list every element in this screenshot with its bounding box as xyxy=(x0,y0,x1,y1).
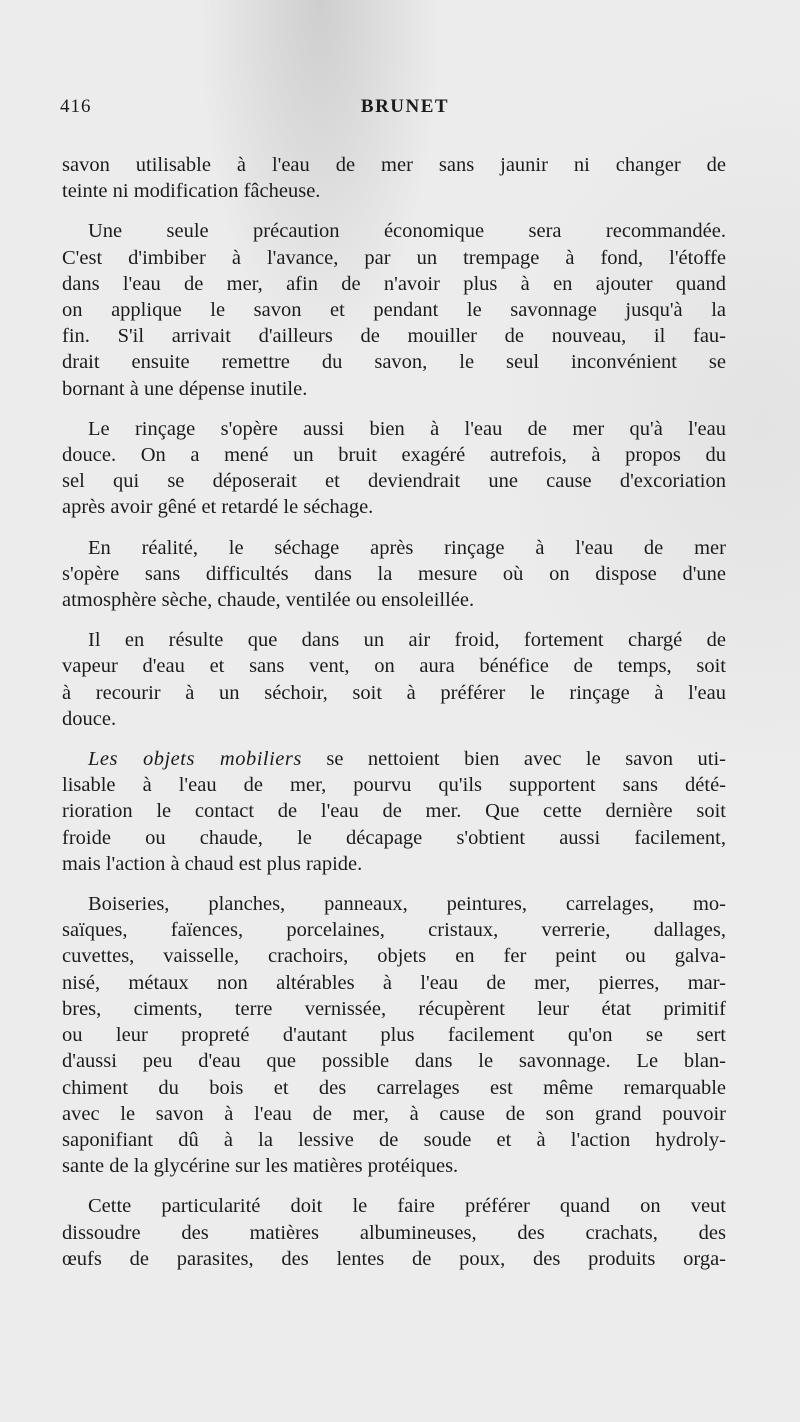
paragraph-rincage xyxy=(62,416,726,521)
running-title: BRUNET xyxy=(360,96,450,117)
paragraph-precaution xyxy=(62,218,726,401)
text-line: froide ou chaude, le décapage s'obtient aussi facilement, xyxy=(62,826,726,849)
text-line: après avoir gêné et retardé le séchage. xyxy=(62,496,374,519)
text-line: œufs de parasites, des lentes de poux, des produits orga- xyxy=(62,1247,726,1270)
text-line: atmosphère sèche, chaude, ventilée ou ensoleillée. xyxy=(62,589,475,612)
text-line: mais l'action à chaud est plus rapide. xyxy=(62,852,363,875)
text-fragment: se nettoient bien avec le savon uti- xyxy=(301,748,726,771)
text-line: dans l'eau de mer, afin de n'avoir plus à en ajouter quand xyxy=(62,272,726,295)
paragraph-resulte xyxy=(62,627,726,732)
text-line: En réalité, le séchage après rinçage à l'eau de mer xyxy=(88,536,726,559)
text-line: bres, ciments, terre vernissée, récupèrent leur état primitif xyxy=(62,997,726,1020)
text-line: cuvettes, vaisselle, crachoirs, objets en fer peint ou galva- xyxy=(62,945,726,968)
text-line: Il en résulte que dans un air froid, fortement chargé de xyxy=(88,629,726,652)
text-line: d'aussi peu d'eau que possible dans le savonnage. Le blan- xyxy=(62,1050,726,1073)
text-line: lisable à l'eau de mer, pourvu qu'ils supportent sans dété- xyxy=(62,774,726,797)
text-line: ou leur propreté d'autant plus facilement qu'on se sert xyxy=(62,1024,726,1047)
text-line: rioration le contact de l'eau de mer. Que cette dernière soit xyxy=(62,800,726,823)
paragraph-boiseries xyxy=(62,891,726,1179)
page-header xyxy=(60,96,730,126)
text-line: bornant à une dépense inutile. xyxy=(62,377,308,400)
text-line xyxy=(62,746,726,772)
paragraph-objets-mobiliers xyxy=(62,746,726,877)
page-number: 416 xyxy=(60,96,92,117)
text-line: nisé, métaux non altérables à l'eau de mer, pierres, mar- xyxy=(62,971,726,994)
text-line: on applique le savon et pendant le savonnage jusqu'à la xyxy=(62,299,726,322)
text-line: teinte ni modification fâcheuse. xyxy=(62,180,321,203)
text-line: Le rinçage s'opère aussi bien à l'eau de mer qu'à l'eau xyxy=(88,417,726,440)
text-line: Boiseries, planches, panneaux, peintures, carrelages, mo- xyxy=(88,893,726,916)
text-line: savon utilisable à l'eau de mer sans jaunir ni changer de xyxy=(62,154,726,176)
text-line: saïques, faïences, porcelaines, cristaux, verrerie, dallages, xyxy=(62,919,726,942)
text-line: saponifiant dû à la lessive de soude et à l'action hydroly- xyxy=(62,1128,726,1151)
text-line: drait ensuite remettre du savon, le seul inconvénient se xyxy=(62,351,726,374)
text-line: douce. On a mené un bruit exagéré autrefois, à propos du xyxy=(62,444,726,467)
text-line: avec le savon à l'eau de mer, à cause de son grand pouvoir xyxy=(62,1102,726,1125)
text-line: vapeur d'eau et sans vent, on aura bénéfice de temps, soit xyxy=(62,655,726,678)
text-line: douce. xyxy=(62,707,117,730)
paragraph-continuation xyxy=(62,152,726,204)
text-line: C'est d'imbiber à l'avance, par un trempage à fond, l'étoffe xyxy=(62,246,726,269)
text-line: sante de la glycérine sur les matières protéiques. xyxy=(62,1155,459,1178)
text-line: sel qui se déposerait et deviendrait une cause d'excoriation xyxy=(62,470,726,493)
text-line: fin. S'il arrivait d'ailleurs de mouiller de nouveau, il fau- xyxy=(62,325,726,348)
text-line: à recourir à un séchoir, soit à préférer le rinçage à l'eau xyxy=(62,681,726,704)
text-line: Une seule précaution économique sera recommandée. xyxy=(88,220,726,243)
text-line: s'opère sans difficultés dans la mesure où on dispose d'une xyxy=(62,562,726,585)
italic-lead: Les objets mobiliers xyxy=(88,748,302,771)
paragraph-realite xyxy=(62,535,726,614)
text-line: dissoudre des matières albumineuses, des crachats, des xyxy=(62,1221,726,1244)
text-line: Cette particularité doit le faire préférer quand on veut xyxy=(88,1195,726,1218)
paragraph-particularite xyxy=(62,1193,726,1272)
text-line: chiment du bois et des carrelages est même remarquable xyxy=(62,1076,726,1099)
body-text xyxy=(62,152,726,1286)
